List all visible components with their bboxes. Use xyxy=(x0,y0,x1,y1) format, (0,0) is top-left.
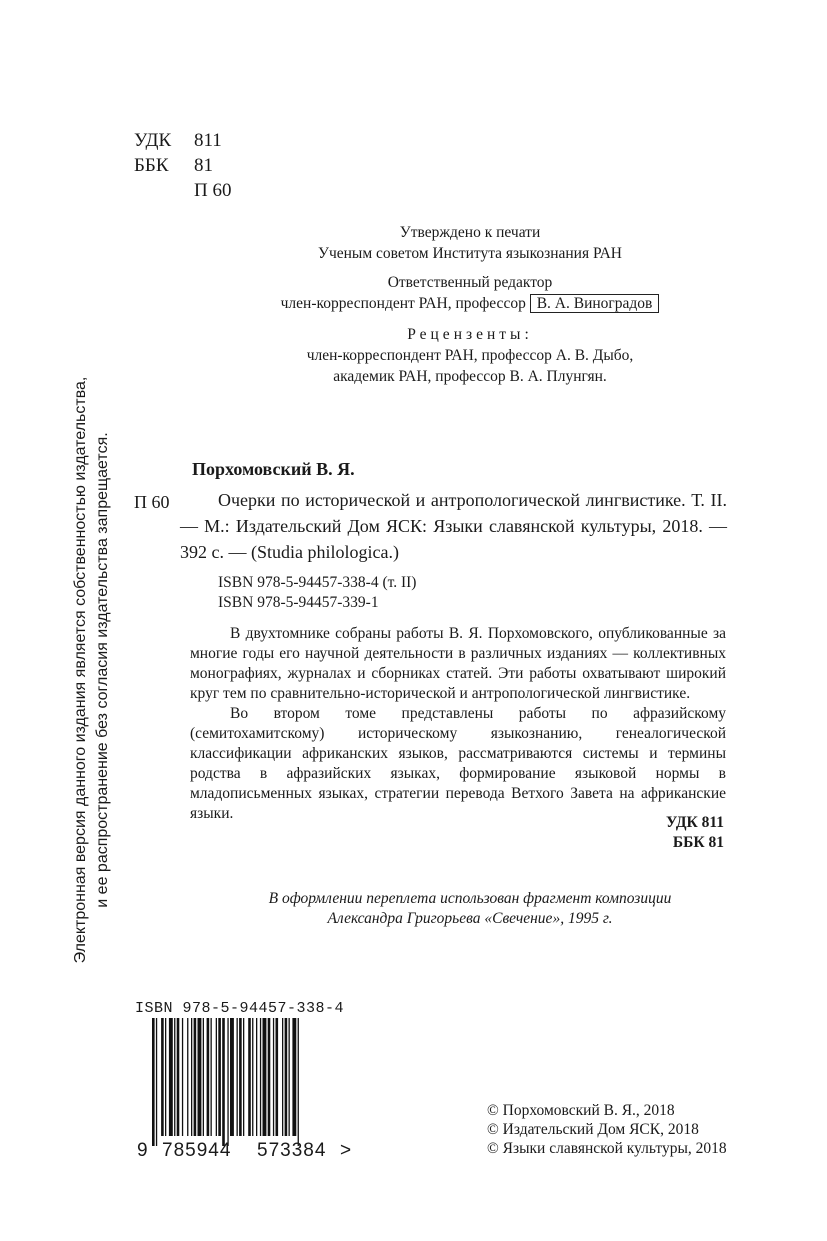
abstract-paragraph-1: В двухтомнике собраны работы В. Я. Порхомовского, опубликованные за многие годы его научной деятельности в различных изданиях — коллективных монографиях, журналах и сборниках статей. Эти работы охватывают широкий круг тем по сравнительно-исторической и антропологической лингвистике. xyxy=(190,625,726,702)
barcode-bar xyxy=(156,1018,157,1146)
barcode-bar xyxy=(182,1018,183,1136)
barcode-bar xyxy=(243,1018,244,1136)
barcode-bar xyxy=(198,1018,202,1136)
barcode-bar xyxy=(152,1018,155,1146)
approval-block xyxy=(200,222,740,264)
barcode-bar xyxy=(191,1018,192,1136)
barcode-bar xyxy=(161,1018,164,1136)
barcode-bar xyxy=(174,1018,175,1136)
barcode-bar xyxy=(298,1018,299,1146)
bibliography-mark: П 60 xyxy=(134,492,170,512)
approval-line2: Ученым советом Института языкознания РАН xyxy=(317,245,623,262)
barcode-bar xyxy=(222,1018,225,1146)
reviewers-line2: академик РАН, профессор В. А. Плунгян. xyxy=(333,368,607,385)
barcode-bar xyxy=(285,1018,288,1136)
barcode-bar xyxy=(273,1018,274,1136)
copyright-line3: © Языки славянской культуры, 2018 xyxy=(487,1140,727,1157)
barcode-bar xyxy=(165,1018,166,1136)
copyright-line1: © Порхомовский В. Я., 2018 xyxy=(487,1102,675,1119)
bbk-label: ББК xyxy=(134,155,169,176)
book-description: Очерки по исторической и антропологической лингвистике. Т. II. — М.: Издательский Дом ЯСК: Языки славянской культуры, 2018. — 392 с. — (Studia philologica.) xyxy=(180,490,727,562)
editor-name: В. А. Виноградов xyxy=(530,294,660,313)
author-mark: П 60 xyxy=(194,180,232,201)
barcode-bars xyxy=(152,1018,338,1146)
reviewers-title: Рецензенты: xyxy=(407,326,533,343)
udk-value: 811 xyxy=(194,130,222,151)
barcode-first-digit: 9 xyxy=(137,1140,148,1161)
vertical-notice-line1: Электронная версия данного издания является собственностью издательства, xyxy=(72,376,89,964)
barcode-bar xyxy=(282,1018,283,1136)
isbn-volume: ISBN 978-5-94457-338-4 (т. II) xyxy=(218,574,417,591)
cover-note xyxy=(200,889,740,929)
barcode-digits-right: 573384 xyxy=(257,1140,327,1161)
abstract-bbk: ББК 81 xyxy=(672,834,724,851)
barcode-isbn-text: ISBN 978-5-94457-338-4 xyxy=(135,1000,345,1017)
classification-block xyxy=(134,128,231,203)
cover-note-line2: Александра Григорьева «Свечение», 1995 г. xyxy=(327,910,613,927)
copyright-line2: © Издательский Дом ЯСК, 2018 xyxy=(487,1121,699,1138)
approval-line1: Утверждено к печати xyxy=(399,224,541,241)
barcode-digits-left: 785944 xyxy=(162,1140,232,1161)
isbn-set: ISBN 978-5-94457-339-1 xyxy=(218,594,379,611)
barcode-bar xyxy=(177,1018,180,1136)
isbn-lines xyxy=(218,573,416,613)
barcode-bar xyxy=(268,1018,271,1136)
book-author: Порхомовский В. Я. xyxy=(192,459,355,479)
barcode-bar xyxy=(237,1018,238,1136)
barcode-bar xyxy=(248,1018,251,1136)
barcode-bar xyxy=(207,1018,210,1136)
abstract xyxy=(190,624,726,824)
barcode-bar xyxy=(252,1018,253,1136)
barcode-bar xyxy=(239,1018,242,1136)
barcode-bar xyxy=(263,1018,267,1136)
bbk-value: 81 xyxy=(194,155,213,176)
barcode-bar xyxy=(292,1018,296,1136)
editor-title: Ответственный редактор xyxy=(387,274,553,291)
abstract-udk: УДК 811 xyxy=(666,814,724,831)
copyright-notice-vertical xyxy=(70,350,114,990)
barcode-bar xyxy=(203,1018,204,1136)
barcode-bar xyxy=(256,1018,257,1136)
barcode-bar xyxy=(218,1018,221,1136)
barcode-bar xyxy=(169,1018,173,1136)
editor-prefix: член-корреспондент РАН, профессор xyxy=(280,295,526,312)
abstract-paragraph-2: Во втором томе представлены работы по афразийскому (семитохамитскому) историческому языкознанию, генеалогической классификации африканских языков, рассматриваются системы и термины родства в афразийских языках, формирование языковой нормы в младописьменных языках, стратегии перевода Ветхого Завета на африканские языки. xyxy=(190,705,726,822)
barcode-bar xyxy=(216,1018,217,1136)
barcode-bar xyxy=(230,1018,234,1136)
reviewers-line1: член-корреспондент РАН, профессор А. В. Дыбо, xyxy=(306,347,634,364)
copyright-block xyxy=(487,1101,727,1158)
barcode-bar xyxy=(194,1018,197,1136)
barcode-arrow: > xyxy=(340,1140,352,1161)
barcode-bar xyxy=(276,1018,279,1136)
vertical-notice-line2: и ее распространение без согласия издательства запрещается. xyxy=(94,432,111,908)
barcode-bar xyxy=(260,1018,261,1136)
udk-bbk-summary xyxy=(560,813,724,853)
udk-label: УДК xyxy=(134,130,172,151)
editor-block xyxy=(200,272,740,314)
barcode-bar xyxy=(187,1018,188,1136)
barcode-bar xyxy=(289,1018,290,1136)
cover-note-line1: В оформлении переплета использован фрагмент композиции xyxy=(268,890,672,907)
barcode-bar xyxy=(227,1018,228,1146)
reviewers-block xyxy=(200,324,740,387)
barcode-bar xyxy=(211,1018,212,1136)
